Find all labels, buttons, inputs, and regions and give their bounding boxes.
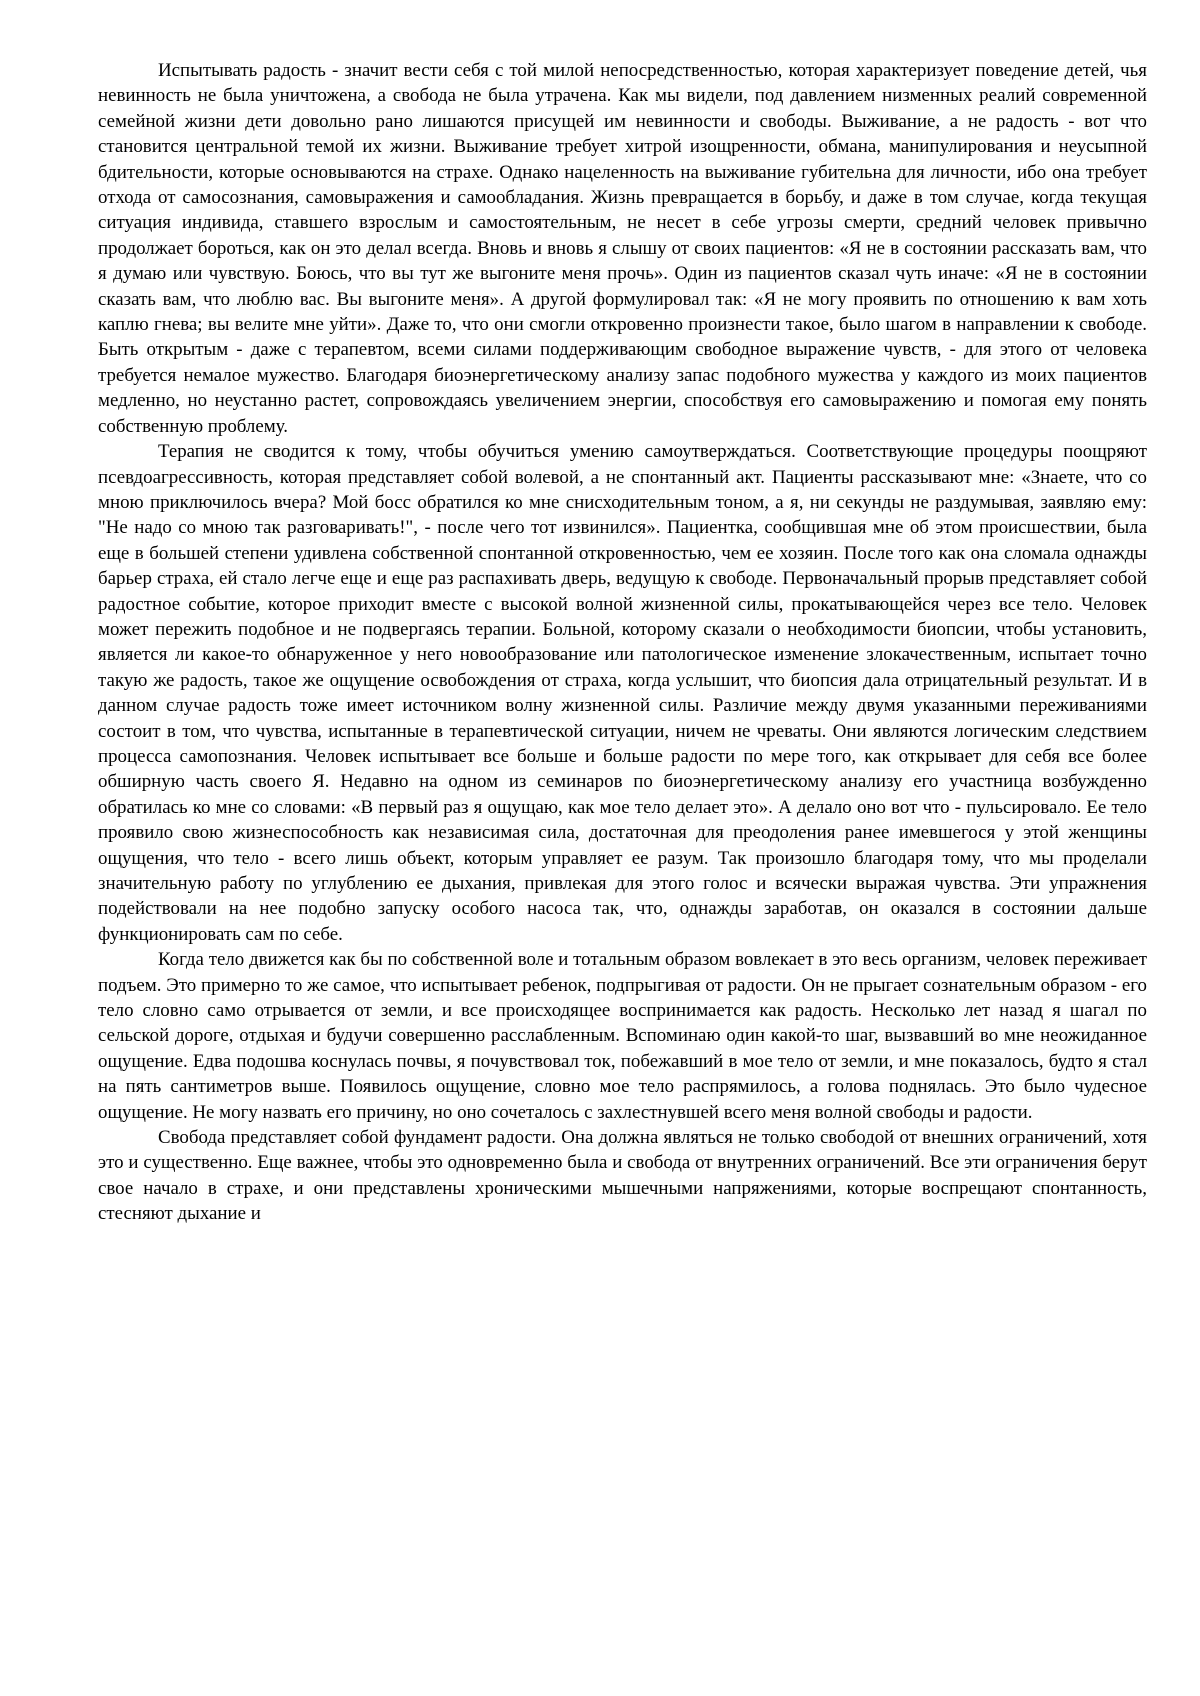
paragraph-4: Свобода представляет собой фундамент радости. Она должна являться не только свободой от внешних ограничений, хотя это и существенно. Еще важнее, чтобы это одновременно была и свобода от внутренних ограничений. Все эти ограничения берут свое начало в страхе, и они представлены хроническими мышечными напряжениями, которые воспрещают спонтанность, стесняют дыхание и [98, 1127, 1147, 1225]
paragraph-1: Испытывать радость - значит вести себя с той милой непосредственностью, которая характеризует поведение детей, чья невинность не была уничтожена, а свобода не была утрачена. Как мы видели, под давлением низменных реалий современной семейной жизни дети довольно рано лишаются присущей им невинности и свободы. Выживание, а не радость - вот что становится центральной темой их жизни. Выживание требует хитрой изощренности, обмана, манипулирования и неусыпной бдительности, которые основываются на страхе. Однако нацеленность на выживание губительна для личности, ибо она требует отхода от самосознания, самовыражения и самообладания. Жизнь превращается в борьбу, и даже в том случае, когда текущая ситуация индивида, ставшего взрослым и самостоятельным, не несет в себе угрозы смерти, средний человек привычно продолжает бороться, как он это делал всегда. Вновь и вновь я слышу от своих пациентов: «Я не в состоянии рассказать вам, что я думаю или чувствую. Боюсь, что вы тут же выгоните меня прочь». Один из пациентов сказал чуть иначе: «Я не в состоянии сказать вам, что люблю вас. Вы выгоните меня». А другой формулировал так: «Я не могу проявить по отношению к вам хоть каплю гнева; вы велите мне уйти». Даже то, что они смогли откровенно произнести такое, было шагом в направлении к свободе. Быть открытым - даже с терапевтом, всеми силами поддерживающим свободное выражение чувств, - для этого от человека требуется немалое мужество. Благодаря биоэнергетическому анализу запас подобного мужества у каждого из моих пациентов медленно, но неустанно растет, сопровождаясь увеличением энергии, способствуя его самовыражению и помогая ему понять собственную проблему. [98, 60, 1147, 437]
paragraph-3: Когда тело движется как бы по собственной воле и тотальным образом вовлекает в это весь организм, человек переживает подъем. Это примерно то же самое, что испытывает ребенок, подпрыгивая от радости. Он не прыгает сознательным образом - его тело словно само отрывается от земли, и все происходящее воспринимается как радость. Несколько лет назад я шагал по сельской дороге, отдыхая и будучи совершенно расслабленным. Вспоминаю один какой-то шаг, вызвавший во мне неожиданное ощущение. Едва подошва коснулась почвы, я почувствовал ток, побежавший в мое тело от земли, и мне показалось, будто я стал на пять сантиметров выше. Появилось ощущение, словно мое тело распрямилось, а голова поднялась. Это было чудесное ощущение. Не могу назвать его причину, но оно сочеталось с захлестнувшей всего меня волной свободы и радости. [98, 949, 1147, 1123]
paragraph-2: Терапия не сводится к тому, чтобы обучиться умению самоутверждаться. Соответствующие процедуры поощряют псевдоагрессивность, которая представляет собой волевой, а не спонтанный акт. Пациенты рассказывают мне: «Знаете, что со мною приключилось вчера? Мой босс обратился ко мне снисходительным тоном, а я, ни секунды не раздумывая, заявляю ему: "Не надо со мною так разговаривать!", - после чего тот извинился». Пациентка, сообщившая мне об этом происшествии, была еще в большей степени удивлена собственной спонтанной откровенностью, чем ее хозяин. После того как она сломала однажды барьер страха, ей стало легче еще и еще раз распахивать дверь, ведущую к свободе. Первоначальный прорыв представляет собой радостное событие, которое приходит вместе с высокой волной жизненной силы, прокатывающейся через все тело. Человек может пережить подобное и не подвергаясь терапии. Больной, которому сказали о необходимости биопсии, чтобы установить, является ли какое-то обнаруженное у него новообразование или патологическое изменение злокачественным, испытает точно такую же радость, такое же ощущение освобождения от страха, когда услышит, что биопсия дала отрицательный результат. И в данном случае радость тоже имеет источником волну жизненной силы. Различие между двумя указанными переживаниями состоит в том, что чувства, испытанные в терапевтической ситуации, ничем не чреваты. Они являются логическим следствием процесса самопознания. Человек испытывает все больше и больше радости по мере того, как открывает для себя все более обширную часть своего Я. Недавно на одном из семинаров по биоэнергетическому анализу его участница возбужденно обратилась ко мне со словами: «В первый раз я ощущаю, как мое тело делает это». А делало оно вот что - пульсировало. Ее тело проявило свою жизнеспособность как независимая сила, достаточная для преодоления ранее имевшегося у этой женщины ощущения, что тело - всего лишь объект, которым управляет ее разум. Так произошло благодаря тому, что мы проделали значительную работу по углублению ее дыхания, привлекая для этого голос и всячески выражая чувства. Эти упражнения подействовали на нее подобно запуску особого насоса так, что, однажды заработав, он оказался в состоянии дальше функционировать сам по себе. [98, 441, 1147, 945]
